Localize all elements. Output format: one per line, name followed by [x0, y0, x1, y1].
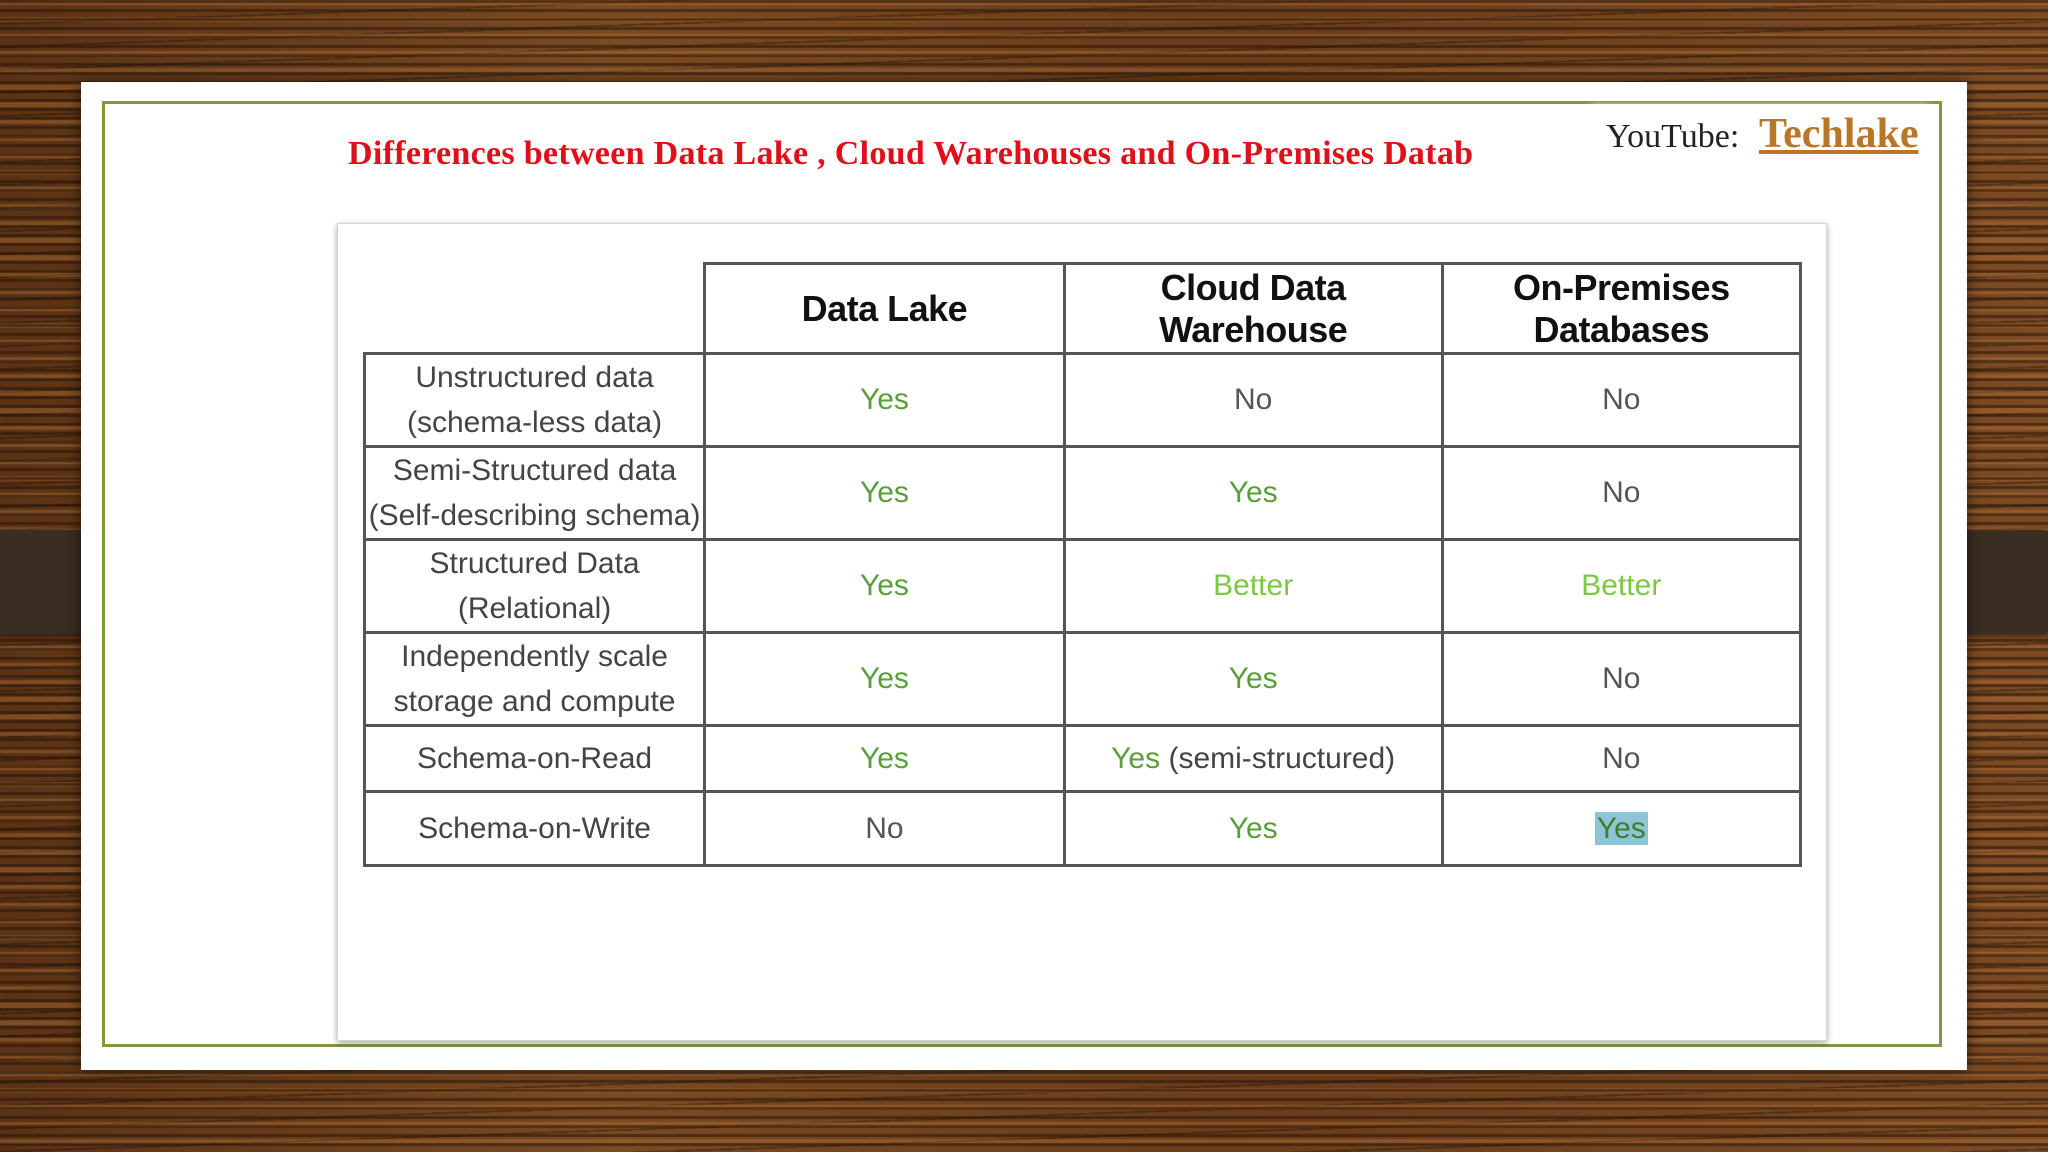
row-label-line1: Independently scale — [401, 640, 668, 673]
cell-cloud-note: (semi-structured) — [1168, 741, 1396, 775]
slide-title: Differences between Data Lake , Cloud Warehouses and On-Premises Datab — [348, 135, 1474, 172]
cell-data-lake: Yes — [705, 633, 1065, 726]
cell-onprem: No — [1442, 633, 1800, 726]
row-label-line2: (schema-less data) — [407, 406, 663, 439]
cell-cloud: Yes — [1064, 792, 1442, 866]
header-cloud-data-warehouse: Cloud Data Warehouse — [1064, 264, 1442, 354]
header-on-premises-databases: On-Premises Databases — [1442, 264, 1800, 354]
table-row — [365, 633, 1801, 726]
row-label-line2: (Relational) — [457, 592, 612, 625]
cell-cloud: Yes — [1064, 633, 1442, 726]
row-label — [365, 354, 705, 447]
row-label-line1: Structured Data — [429, 547, 640, 580]
cell-cloud: Yes — [1064, 447, 1442, 540]
header-data-lake: Data Lake — [705, 264, 1065, 354]
cell-cloud: No — [1064, 354, 1442, 447]
cell-onprem: Better — [1442, 540, 1800, 633]
row-label — [365, 540, 705, 633]
table-row — [365, 447, 1801, 540]
table-row — [365, 792, 1801, 866]
row-label — [365, 447, 705, 540]
row-label-line1: Unstructured data — [415, 361, 654, 394]
comparison-table-image — [337, 223, 1827, 1041]
comparison-table — [363, 262, 1802, 867]
cell-onprem: No — [1442, 726, 1800, 792]
row-label: Schema-on-Read — [365, 726, 705, 792]
cell-onprem: No — [1442, 354, 1800, 447]
youtube-label: YouTube: — [1606, 118, 1740, 155]
cell-data-lake: Yes — [705, 726, 1065, 792]
cell-cloud-value: Yes — [1111, 741, 1161, 775]
cell-cloud: Better — [1064, 540, 1442, 633]
cell-data-lake: Yes — [705, 447, 1065, 540]
youtube-channel-link[interactable]: Techlake — [1759, 111, 1919, 157]
row-label-line1: Semi-Structured data — [392, 454, 677, 487]
row-label: Schema-on-Write — [365, 792, 705, 866]
cell-data-lake: Yes — [705, 540, 1065, 633]
slide — [81, 82, 1967, 1070]
row-label — [365, 633, 705, 726]
cell-data-lake: No — [705, 792, 1065, 866]
cell-onprem: No — [1442, 447, 1800, 540]
table-row — [365, 354, 1801, 447]
row-label-line2: (Self-describing schema) — [368, 499, 701, 532]
cell-data-lake: Yes — [705, 354, 1065, 447]
table-header-row — [365, 264, 1801, 354]
cell-onprem — [1442, 792, 1800, 866]
youtube-badge — [1596, 106, 1932, 168]
row-label-line2: storage and compute — [393, 685, 676, 718]
highlighted-value: Yes — [1596, 811, 1646, 845]
table-row — [365, 726, 1801, 792]
cell-cloud — [1064, 726, 1442, 792]
header-empty-cell — [365, 264, 705, 354]
table-row — [365, 540, 1801, 633]
